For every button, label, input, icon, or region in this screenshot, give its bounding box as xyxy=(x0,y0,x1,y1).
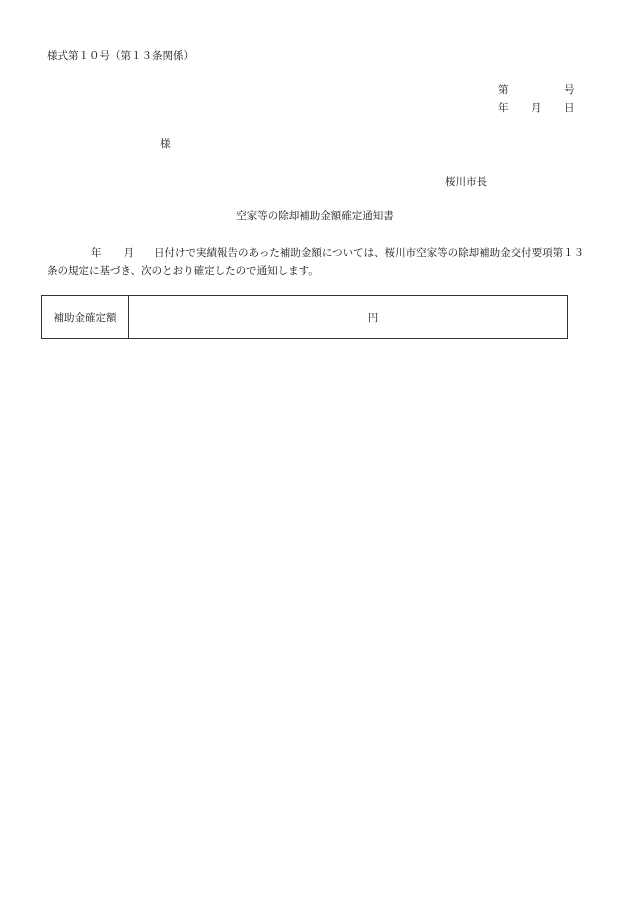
amount-label: 補助金確定額 xyxy=(42,296,129,338)
body-year: 年 xyxy=(91,247,102,259)
date-month: 月 xyxy=(531,102,542,114)
date-year: 年 xyxy=(498,102,509,114)
amount-unit: 円 xyxy=(367,311,379,324)
document-number-suffix: 号 xyxy=(564,84,575,96)
document-title: 空家等の除却補助金額確定通知書 xyxy=(236,210,394,222)
amount-value-cell xyxy=(129,296,567,338)
body-paragraph xyxy=(47,244,587,280)
date-day: 日 xyxy=(564,102,575,114)
issuer-name: 桜川市長 xyxy=(445,176,487,188)
addressee-honorific: 様 xyxy=(160,138,171,150)
amount-table xyxy=(41,295,568,339)
body-month: 月 xyxy=(123,247,134,259)
document-number-prefix: 第 xyxy=(498,84,509,96)
form-number-label: 様式第１０号（第１３条関係） xyxy=(47,50,194,62)
body-text: 日付けで実績報告のあった補助金額については、桜川市空家等の除却補助金交付要項第１３条の規定に基づき、次のとおり確定したので通知します。 xyxy=(47,247,585,277)
